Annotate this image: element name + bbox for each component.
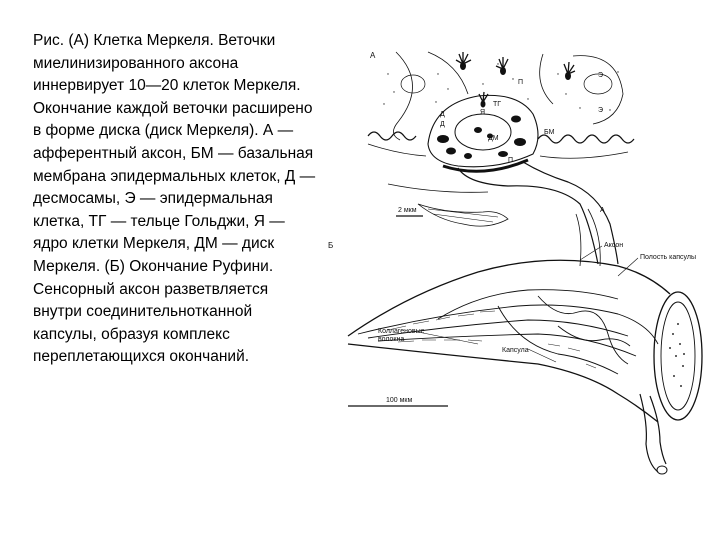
leader-capsule [528, 349, 556, 362]
label-collagen-wrap [378, 328, 448, 352]
label-d1: Д [440, 111, 445, 118]
label-dm: ДМ [488, 135, 499, 142]
epidermal-cell-outline [393, 52, 412, 140]
label-ya: Я [480, 109, 486, 116]
figure-svg [318, 44, 720, 484]
label-d2: Д [440, 121, 445, 128]
nerve-perineurium [661, 302, 695, 410]
epidermal-nucleus [401, 75, 425, 93]
label-bm: БМ [544, 129, 555, 136]
merkel-nucleus [455, 114, 511, 150]
capsule-outline-top [348, 260, 670, 336]
label-capsule: Капсула [502, 347, 529, 354]
label-tg: ТГ [493, 101, 502, 108]
figure-caption: Рис. (А) Клетка Меркеля. Веточки миелинизированного аксона иннервирует 10—20 клеток Меркеля. Окончание каждой веточки расширено в форме диска (диск Меркеля). А — афферентный аксон, БМ — базальная мембрана эпидермальных клеток, Д — десмосамы, Э — эпидермальная клетка, ТГ — тельце Гольджи, Я — ядро клетки Меркеля, ДМ — диск Меркеля. (Б) Окончание Руфини. Сенсорный аксон разветвляется внутри соединительнотканной капсулы, образуя комплекс переплетающихся окончаний. [33, 32, 316, 366]
label-e-top: Э [598, 72, 604, 79]
merkel-granules [437, 116, 526, 160]
basement-membrane-lower [368, 144, 628, 158]
label-capsule-cavity: Полость капсулы [640, 254, 696, 261]
scale-label-a: 2 мкм [398, 207, 417, 214]
leader-axon [580, 246, 602, 260]
capsule-tail-end [657, 466, 667, 474]
label-a-lower: А [600, 207, 605, 214]
desmosome-marks [460, 62, 571, 108]
capsule-outline-bottom [348, 344, 658, 422]
panel-a [368, 51, 634, 266]
epidermal-cell-outline [540, 54, 553, 104]
connective-fiber [388, 184, 488, 192]
panel-a-label: А [370, 51, 376, 60]
basement-membrane [368, 132, 634, 143]
fibroblast-detail [428, 209, 498, 222]
fibroblast [418, 204, 508, 226]
panel-b [328, 241, 702, 474]
panel-b-label: Б [328, 241, 334, 250]
nerve-stipple [669, 323, 685, 387]
figure-illustration [318, 44, 720, 484]
label-e-right: Э [598, 107, 604, 114]
capsule-tail [640, 394, 658, 472]
microvilli-tufts [456, 52, 575, 102]
label-p2: П [518, 79, 524, 86]
label-axon: Аксон [604, 242, 624, 249]
label-collagen: Коллагеновые волокна [378, 328, 425, 343]
scale-label-b: 100 мкм [386, 397, 413, 404]
epidermal-cell-outline [428, 52, 468, 94]
label-p1: П [508, 157, 514, 164]
